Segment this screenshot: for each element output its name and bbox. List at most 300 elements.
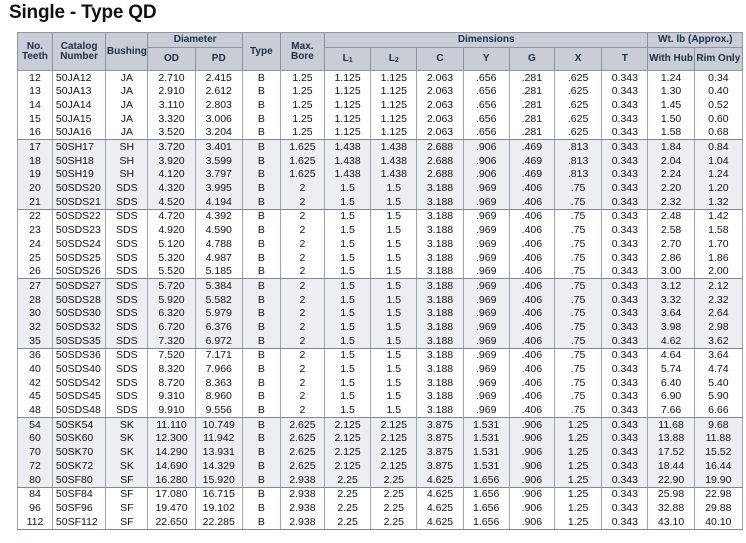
cell-rim-only: 1.24 [694, 168, 742, 182]
cell-with-hub: 2.04 [648, 154, 694, 168]
cell-l2: 1.5 [371, 320, 417, 334]
cell-g: .406 [509, 404, 554, 418]
cell-no-teeth: 26 [18, 265, 53, 279]
cell-y: 1.531 [463, 459, 509, 473]
cell-l1: 1.5 [324, 224, 370, 238]
cell-y: .969 [463, 195, 509, 209]
cell-x: .75 [554, 362, 601, 376]
cell-max-bore: 1.25 [280, 98, 324, 112]
cell-max-bore: 2 [280, 307, 324, 321]
cell-with-hub: 3.98 [648, 320, 694, 334]
cell-od: 9.310 [148, 390, 195, 404]
cell-x: .75 [554, 376, 601, 390]
col-header-l1 [324, 48, 370, 71]
table-row [18, 209, 743, 223]
cell-no-teeth: 18 [18, 154, 53, 168]
cell-od: 4.920 [148, 224, 195, 238]
cell-with-hub: 2.58 [648, 224, 694, 238]
cell-no-teeth: 54 [18, 418, 53, 432]
cell-no-teeth: 25 [18, 251, 53, 265]
cell-no-teeth: 36 [18, 348, 53, 362]
cell-pd: 7.171 [195, 348, 242, 362]
cell-od: 3.320 [148, 112, 195, 126]
col-group-diameter: Diameter [148, 33, 242, 48]
cell-with-hub: 22.90 [648, 473, 694, 487]
cell-t: 0.343 [602, 85, 648, 99]
cell-g: .281 [509, 71, 554, 85]
cell-pd: 3.599 [195, 154, 242, 168]
cell-max-bore: 2.938 [280, 501, 324, 515]
cell-rim-only: 0.68 [694, 126, 742, 140]
cell-catalog-number: 50SF96 [52, 501, 105, 515]
cell-x: .625 [554, 71, 601, 85]
cell-type: B [242, 515, 280, 529]
cell-no-teeth: 14 [18, 98, 53, 112]
cell-t: 0.343 [602, 418, 648, 432]
cell-pd: 4.194 [195, 195, 242, 209]
cell-max-bore: 2.938 [280, 473, 324, 487]
cell-catalog-number: 50SH19 [52, 168, 105, 182]
cell-x: .75 [554, 404, 601, 418]
cell-y: .969 [463, 362, 509, 376]
cell-catalog-number: 50SDS40 [52, 362, 105, 376]
table-row [18, 418, 743, 432]
col-header-with-hub: With Hub [648, 48, 694, 71]
cell-l1: 1.5 [324, 293, 370, 307]
cell-catalog-number: 50SDS20 [52, 182, 105, 196]
col-header-y: Y [463, 48, 509, 71]
cell-pd: 3.204 [195, 126, 242, 140]
cell-l1: 1.5 [324, 362, 370, 376]
cell-y: .969 [463, 390, 509, 404]
l2-letter: L [388, 53, 395, 64]
col-header-c: C [417, 48, 463, 71]
cell-g: .281 [509, 126, 554, 140]
cell-t: 0.343 [602, 446, 648, 460]
cell-od: 8.720 [148, 376, 195, 390]
cell-t: 0.343 [602, 265, 648, 279]
cell-y: .969 [463, 307, 509, 321]
cell-x: .625 [554, 126, 601, 140]
cell-bushing: SDS [106, 334, 148, 348]
cell-x: 1.25 [554, 446, 601, 460]
cell-c: 3.188 [417, 182, 463, 196]
cell-max-bore: 2 [280, 334, 324, 348]
cell-max-bore: 2.938 [280, 487, 324, 501]
table-row [18, 140, 743, 154]
table-row [18, 154, 743, 168]
row-group [18, 279, 743, 348]
cell-type: B [242, 98, 280, 112]
table-row [18, 487, 743, 501]
cell-t: 0.343 [602, 307, 648, 321]
cell-l2: 1.5 [371, 334, 417, 348]
cell-c: 3.188 [417, 307, 463, 321]
col-group-dimensions: Dimensions [324, 33, 647, 48]
cell-no-teeth: 24 [18, 237, 53, 251]
cell-bushing: SDS [106, 251, 148, 265]
cell-l1: 1.5 [324, 195, 370, 209]
cell-pd: 7.966 [195, 362, 242, 376]
table-row [18, 98, 743, 112]
cell-c: 4.625 [417, 515, 463, 529]
cell-no-teeth: 84 [18, 487, 53, 501]
cell-l1: 2.25 [324, 487, 370, 501]
cell-bushing: SDS [106, 307, 148, 321]
cell-rim-only: 0.84 [694, 140, 742, 154]
cell-pd: 5.185 [195, 265, 242, 279]
cell-g: .906 [509, 418, 554, 432]
cell-l2: 1.438 [371, 140, 417, 154]
col-header-pd: PD [195, 48, 242, 71]
cell-with-hub: 43.10 [648, 515, 694, 529]
cell-rim-only: 1.70 [694, 237, 742, 251]
cell-l1: 1.438 [324, 140, 370, 154]
cell-l2: 1.5 [371, 265, 417, 279]
cell-catalog-number: 50SK60 [52, 432, 105, 446]
cell-od: 14.290 [148, 446, 195, 460]
cell-bushing: JA [106, 98, 148, 112]
cell-rim-only: 22.98 [694, 487, 742, 501]
cell-g: .406 [509, 209, 554, 223]
cell-rim-only: 5.90 [694, 390, 742, 404]
cell-c: 2.063 [417, 98, 463, 112]
cell-bushing: SDS [106, 182, 148, 196]
cell-l1: 1.5 [324, 209, 370, 223]
table-row [18, 265, 743, 279]
cell-with-hub: 1.30 [648, 85, 694, 99]
cell-no-teeth: 42 [18, 376, 53, 390]
cell-no-teeth: 96 [18, 501, 53, 515]
table-row [18, 224, 743, 238]
cell-t: 0.343 [602, 320, 648, 334]
row-group [18, 348, 743, 417]
cell-max-bore: 2 [280, 237, 324, 251]
cell-c: 2.688 [417, 168, 463, 182]
cell-catalog-number: 50JA14 [52, 98, 105, 112]
cell-catalog-number: 50SDS23 [52, 224, 105, 238]
cell-no-teeth: 22 [18, 209, 53, 223]
cell-l1: 1.125 [324, 98, 370, 112]
cell-t: 0.343 [602, 126, 648, 140]
table-row [18, 293, 743, 307]
cell-bushing: SDS [106, 390, 148, 404]
cell-bushing: SDS [106, 362, 148, 376]
table-row [18, 126, 743, 140]
cell-t: 0.343 [602, 168, 648, 182]
cell-catalog-number: 50JA12 [52, 71, 105, 85]
cell-l1: 2.25 [324, 515, 370, 529]
cell-type: B [242, 71, 280, 85]
cell-l2: 1.5 [371, 390, 417, 404]
table-row [18, 195, 743, 209]
cell-g: .406 [509, 237, 554, 251]
cell-od: 2.710 [148, 71, 195, 85]
cell-x: 1.25 [554, 418, 601, 432]
cell-od: 8.320 [148, 362, 195, 376]
cell-catalog-number: 50SDS45 [52, 390, 105, 404]
cell-od: 5.120 [148, 237, 195, 251]
cell-rim-only: 9.68 [694, 418, 742, 432]
cell-rim-only: 11.88 [694, 432, 742, 446]
cell-t: 0.343 [602, 251, 648, 265]
cell-type: B [242, 459, 280, 473]
cell-y: .969 [463, 251, 509, 265]
cell-no-teeth: 17 [18, 140, 53, 154]
cell-c: 3.875 [417, 418, 463, 432]
cell-type: B [242, 251, 280, 265]
cell-no-teeth: 45 [18, 390, 53, 404]
cell-c: 3.188 [417, 209, 463, 223]
cell-t: 0.343 [602, 224, 648, 238]
cell-x: .75 [554, 293, 601, 307]
table-row [18, 85, 743, 99]
cell-pd: 16.715 [195, 487, 242, 501]
cell-bushing: JA [106, 71, 148, 85]
cell-with-hub: 3.12 [648, 279, 694, 293]
cell-rim-only: 19.90 [694, 473, 742, 487]
cell-c: 4.625 [417, 487, 463, 501]
cell-max-bore: 2 [280, 362, 324, 376]
cell-t: 0.343 [602, 404, 648, 418]
cell-catalog-number: 50SH18 [52, 154, 105, 168]
cell-pd: 10.749 [195, 418, 242, 432]
table-row [18, 279, 743, 293]
cell-type: B [242, 265, 280, 279]
cell-pd: 9.556 [195, 404, 242, 418]
cell-g: .406 [509, 362, 554, 376]
cell-l1: 1.5 [324, 251, 370, 265]
cell-rim-only: 1.04 [694, 154, 742, 168]
cell-x: .75 [554, 334, 601, 348]
cell-y: .906 [463, 140, 509, 154]
cell-pd: 14.329 [195, 459, 242, 473]
cell-y: 1.531 [463, 446, 509, 460]
cell-type: B [242, 334, 280, 348]
cell-type: B [242, 154, 280, 168]
cell-od: 14.690 [148, 459, 195, 473]
cell-g: .406 [509, 307, 554, 321]
cell-l1: 2.125 [324, 418, 370, 432]
cell-pd: 6.376 [195, 320, 242, 334]
cell-bushing: SDS [106, 265, 148, 279]
cell-catalog-number: 50SF112 [52, 515, 105, 529]
cell-od: 4.120 [148, 168, 195, 182]
cell-l2: 2.25 [371, 515, 417, 529]
cell-catalog-number: 50JA15 [52, 112, 105, 126]
cell-rim-only: 0.60 [694, 112, 742, 126]
cell-bushing: SH [106, 168, 148, 182]
cell-t: 0.343 [602, 209, 648, 223]
cell-no-teeth: 16 [18, 126, 53, 140]
cell-no-teeth: 23 [18, 224, 53, 238]
cell-g: .406 [509, 376, 554, 390]
cell-rim-only: 2.64 [694, 307, 742, 321]
cell-type: B [242, 168, 280, 182]
cell-g: .281 [509, 98, 554, 112]
cell-type: B [242, 293, 280, 307]
cell-with-hub: 3.64 [648, 307, 694, 321]
cell-y: .906 [463, 168, 509, 182]
cell-with-hub: 32.88 [648, 501, 694, 515]
cell-no-teeth: 28 [18, 293, 53, 307]
cell-l2: 1.5 [371, 348, 417, 362]
cell-l2: 1.125 [371, 112, 417, 126]
cell-l2: 1.5 [371, 224, 417, 238]
cell-g: .469 [509, 140, 554, 154]
cell-with-hub: 2.24 [648, 168, 694, 182]
cell-c: 2.063 [417, 71, 463, 85]
cell-x: 1.25 [554, 501, 601, 515]
table-row [18, 307, 743, 321]
cell-rim-only: 3.62 [694, 334, 742, 348]
cell-c: 3.188 [417, 348, 463, 362]
cell-with-hub: 4.62 [648, 334, 694, 348]
table-row [18, 459, 743, 473]
cell-bushing: SF [106, 501, 148, 515]
cell-g: .406 [509, 224, 554, 238]
cell-catalog-number: 50SDS21 [52, 195, 105, 209]
cell-catalog-number: 50JA16 [52, 126, 105, 140]
cell-x: .625 [554, 112, 601, 126]
cell-with-hub: 6.40 [648, 376, 694, 390]
cell-max-bore: 2 [280, 348, 324, 362]
cell-bushing: SDS [106, 237, 148, 251]
cell-l1: 1.5 [324, 334, 370, 348]
cell-with-hub: 2.70 [648, 237, 694, 251]
cell-type: B [242, 487, 280, 501]
row-group [18, 71, 743, 140]
cell-catalog-number: 50SDS26 [52, 265, 105, 279]
col-header-bushing: Bushing [106, 33, 148, 71]
cell-no-teeth: 35 [18, 334, 53, 348]
cell-l2: 2.125 [371, 446, 417, 460]
cell-pd: 15.920 [195, 473, 242, 487]
cell-type: B [242, 320, 280, 334]
cell-t: 0.343 [602, 487, 648, 501]
cell-with-hub: 11.68 [648, 418, 694, 432]
cell-l1: 1.438 [324, 168, 370, 182]
l1-letter: L [342, 53, 349, 64]
cell-max-bore: 1.25 [280, 85, 324, 99]
cell-g: .906 [509, 432, 554, 446]
cell-bushing: SF [106, 487, 148, 501]
cell-y: 1.531 [463, 418, 509, 432]
cell-g: .406 [509, 279, 554, 293]
cell-od: 3.920 [148, 154, 195, 168]
cell-bushing: SDS [106, 348, 148, 362]
cell-l2: 1.125 [371, 85, 417, 99]
table-row [18, 362, 743, 376]
cell-c: 3.188 [417, 334, 463, 348]
cell-bushing: JA [106, 112, 148, 126]
cell-type: B [242, 126, 280, 140]
table-row [18, 182, 743, 196]
cell-type: B [242, 182, 280, 196]
cell-bushing: SF [106, 473, 148, 487]
cell-with-hub: 18.44 [648, 459, 694, 473]
cell-max-bore: 1.25 [280, 112, 324, 126]
cell-bushing: SDS [106, 320, 148, 334]
cell-type: B [242, 501, 280, 515]
cell-rim-only: 6.66 [694, 404, 742, 418]
cell-t: 0.343 [602, 334, 648, 348]
table-row [18, 251, 743, 265]
cell-pd: 2.803 [195, 98, 242, 112]
cell-g: .406 [509, 195, 554, 209]
cell-catalog-number: 50SF84 [52, 487, 105, 501]
col-header-no-teeth: No. Teeth [18, 33, 53, 71]
cell-c: 3.188 [417, 237, 463, 251]
cell-l1: 1.5 [324, 404, 370, 418]
cell-pd: 5.582 [195, 293, 242, 307]
cell-od: 4.720 [148, 209, 195, 223]
cell-max-bore: 1.25 [280, 126, 324, 140]
cell-y: .969 [463, 209, 509, 223]
cell-l1: 1.5 [324, 390, 370, 404]
cell-g: .406 [509, 182, 554, 196]
cell-with-hub: 5.74 [648, 362, 694, 376]
cell-catalog-number: 50SH17 [52, 140, 105, 154]
cell-bushing: SDS [106, 376, 148, 390]
cell-l2: 2.125 [371, 432, 417, 446]
cell-with-hub: 6.90 [648, 390, 694, 404]
cell-type: B [242, 348, 280, 362]
cell-with-hub: 3.00 [648, 265, 694, 279]
cell-with-hub: 1.58 [648, 126, 694, 140]
cell-t: 0.343 [602, 237, 648, 251]
cell-max-bore: 2.625 [280, 432, 324, 446]
col-group-weight: Wt. lb (Approx.) [648, 33, 743, 48]
cell-no-teeth: 15 [18, 112, 53, 126]
cell-od: 7.320 [148, 334, 195, 348]
cell-type: B [242, 85, 280, 99]
cell-max-bore: 2 [280, 182, 324, 196]
cell-catalog-number: 50SDS36 [52, 348, 105, 362]
cell-max-bore: 2.938 [280, 515, 324, 529]
cell-l2: 1.5 [371, 237, 417, 251]
cell-catalog-number: 50SK72 [52, 459, 105, 473]
cell-c: 3.875 [417, 446, 463, 460]
col-header-type: Type [242, 33, 280, 71]
cell-y: .656 [463, 126, 509, 140]
cell-l2: 1.125 [371, 98, 417, 112]
cell-x: .813 [554, 154, 601, 168]
cell-y: .969 [463, 376, 509, 390]
cell-catalog-number: 50SDS25 [52, 251, 105, 265]
col-header-catalog-number: Catalog Number [52, 33, 105, 71]
cell-od: 7.520 [148, 348, 195, 362]
cell-pd: 3.006 [195, 112, 242, 126]
cell-y: .969 [463, 334, 509, 348]
page-title: Single - Type QD [9, 2, 157, 23]
cell-g: .906 [509, 446, 554, 460]
cell-rim-only: 1.58 [694, 224, 742, 238]
cell-x: .625 [554, 98, 601, 112]
cell-pd: 8.960 [195, 390, 242, 404]
cell-catalog-number: 50SDS30 [52, 307, 105, 321]
cell-x: .75 [554, 307, 601, 321]
cell-no-teeth: 27 [18, 279, 53, 293]
cell-x: .75 [554, 251, 601, 265]
cell-y: .656 [463, 85, 509, 99]
cell-max-bore: 2 [280, 376, 324, 390]
cell-bushing: SK [106, 446, 148, 460]
cell-with-hub: 2.86 [648, 251, 694, 265]
cell-c: 3.188 [417, 224, 463, 238]
cell-with-hub: 2.32 [648, 195, 694, 209]
cell-rim-only: 0.40 [694, 85, 742, 99]
